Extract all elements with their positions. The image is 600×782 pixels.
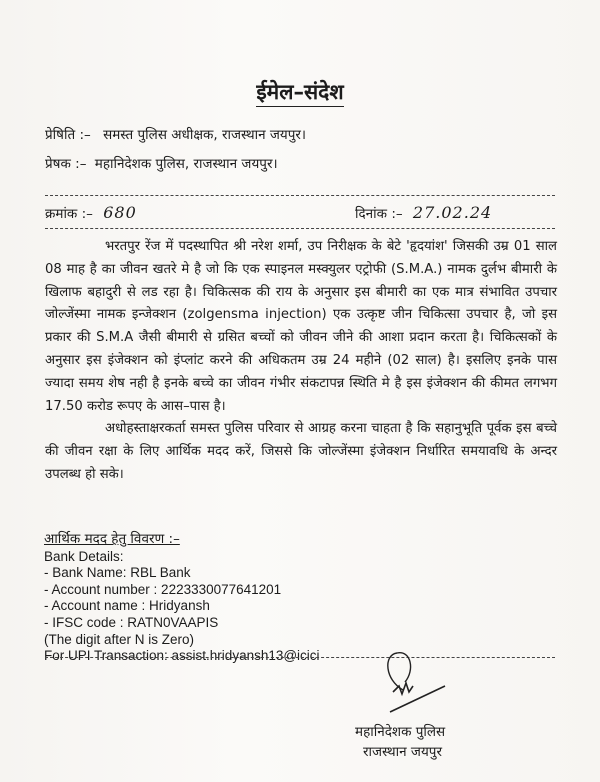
bank-details-label: Bank Details: [44,548,124,564]
date-label: दिनांक :– [355,206,403,222]
divider-top [45,195,555,196]
bank-name: - Bank Name: RBL Bank [44,565,191,581]
divider-bottom [45,657,555,658]
to-value: समस्त पुलिस अधीक्षक, राजस्थान जयपुर। [103,127,307,143]
upi-id: For UPI Transaction: assist.hridyansh13@icici [44,648,320,664]
letter-body [45,236,557,487]
from-label: प्रेषक :– [45,156,87,172]
reference-label: क्रमांक :– [45,206,93,222]
date-value: 27.02.24 [412,203,493,222]
to-label: प्रेषिति :– [45,127,91,143]
signatory-location: राजस्थान जयपुर [363,744,442,760]
signatory-designation: महानिदेशक पुलिस [355,724,446,740]
reference-line [45,203,137,222]
body-paragraph-1: भरतपुर रेंज में पदस्थापित श्री नरेश शर्मा, उप निरीक्षक के बेटे 'हृदयांश' जिसकी उम्र 01 साल 08 माह है का जीवन खतरे मे है जो कि एक स्पाइनल मस्क्युलर एट्रोफी (S.M.A.) नामक दुर्लभ बीमारी के खिलाफ बहादुरी से लड रहा है। चिकित्सक की राय के अनुसार इस बीमारी का एक मात्र संभावित उपचार जोल्जेंस्मा नामक इन्जेक्शन (zolgensma injection) एक उत्कृष्ट जीन चिकित्सा उपचार है, जो इस प्रकार की S.M.A जैसी बीमारी से ग्रसित बच्चों को जीवन जीने की आशा प्रदान करता है। चिकित्सकों के अनुसार इस इंजेक्शन को इंप्लांट करने की अधिकतम उम्र 24 महीने (02 साल) है। इसलिए इनके पास ज्यादा समय शेष नही है इनके बच्चे का जीवन गंभीर संकटापन्न स्थिति मे है इस इंजेक्शन की कीमत लगभग 17.50 करोड रूपए के आस–पास है। [45,239,557,414]
date-line [355,203,492,222]
account-name: - Account name : Hridyansh [44,598,210,614]
from-value: महानिदेशक पुलिस, राजस्थान जयपुर। [94,156,278,172]
ifsc-code: - IFSC code : RATN0VAAPIS [44,614,219,630]
divider-middle [45,228,555,229]
account-number: - Account number : 2223330077641201 [44,581,282,597]
bank-section-heading: आर्थिक मदद हेतु विवरण :– [44,531,180,547]
signature-icon [375,650,465,720]
bank-details-section [44,531,320,665]
title-text: ईमेल–संदेश [256,80,343,107]
reference-number: 680 [103,203,137,222]
body-paragraph-2: अधोहस्ताक्षरकर्ता समस्त पुलिस परिवार से आग्रह करना चाहता है कि सहानुभूति पूर्वक इस बच्चे की जीवन रक्षा के लिए आर्थिक मदद करें, जिससे कि जोल्जेंस्मा इंजेक्शन निर्धारित समयावधि के अन्दर उपलब्ध हो सके। [45,421,557,482]
ifsc-note: (The digit after N is Zero) [44,631,195,647]
to-line [45,125,306,143]
document-title [0,78,600,106]
from-line [45,154,278,172]
